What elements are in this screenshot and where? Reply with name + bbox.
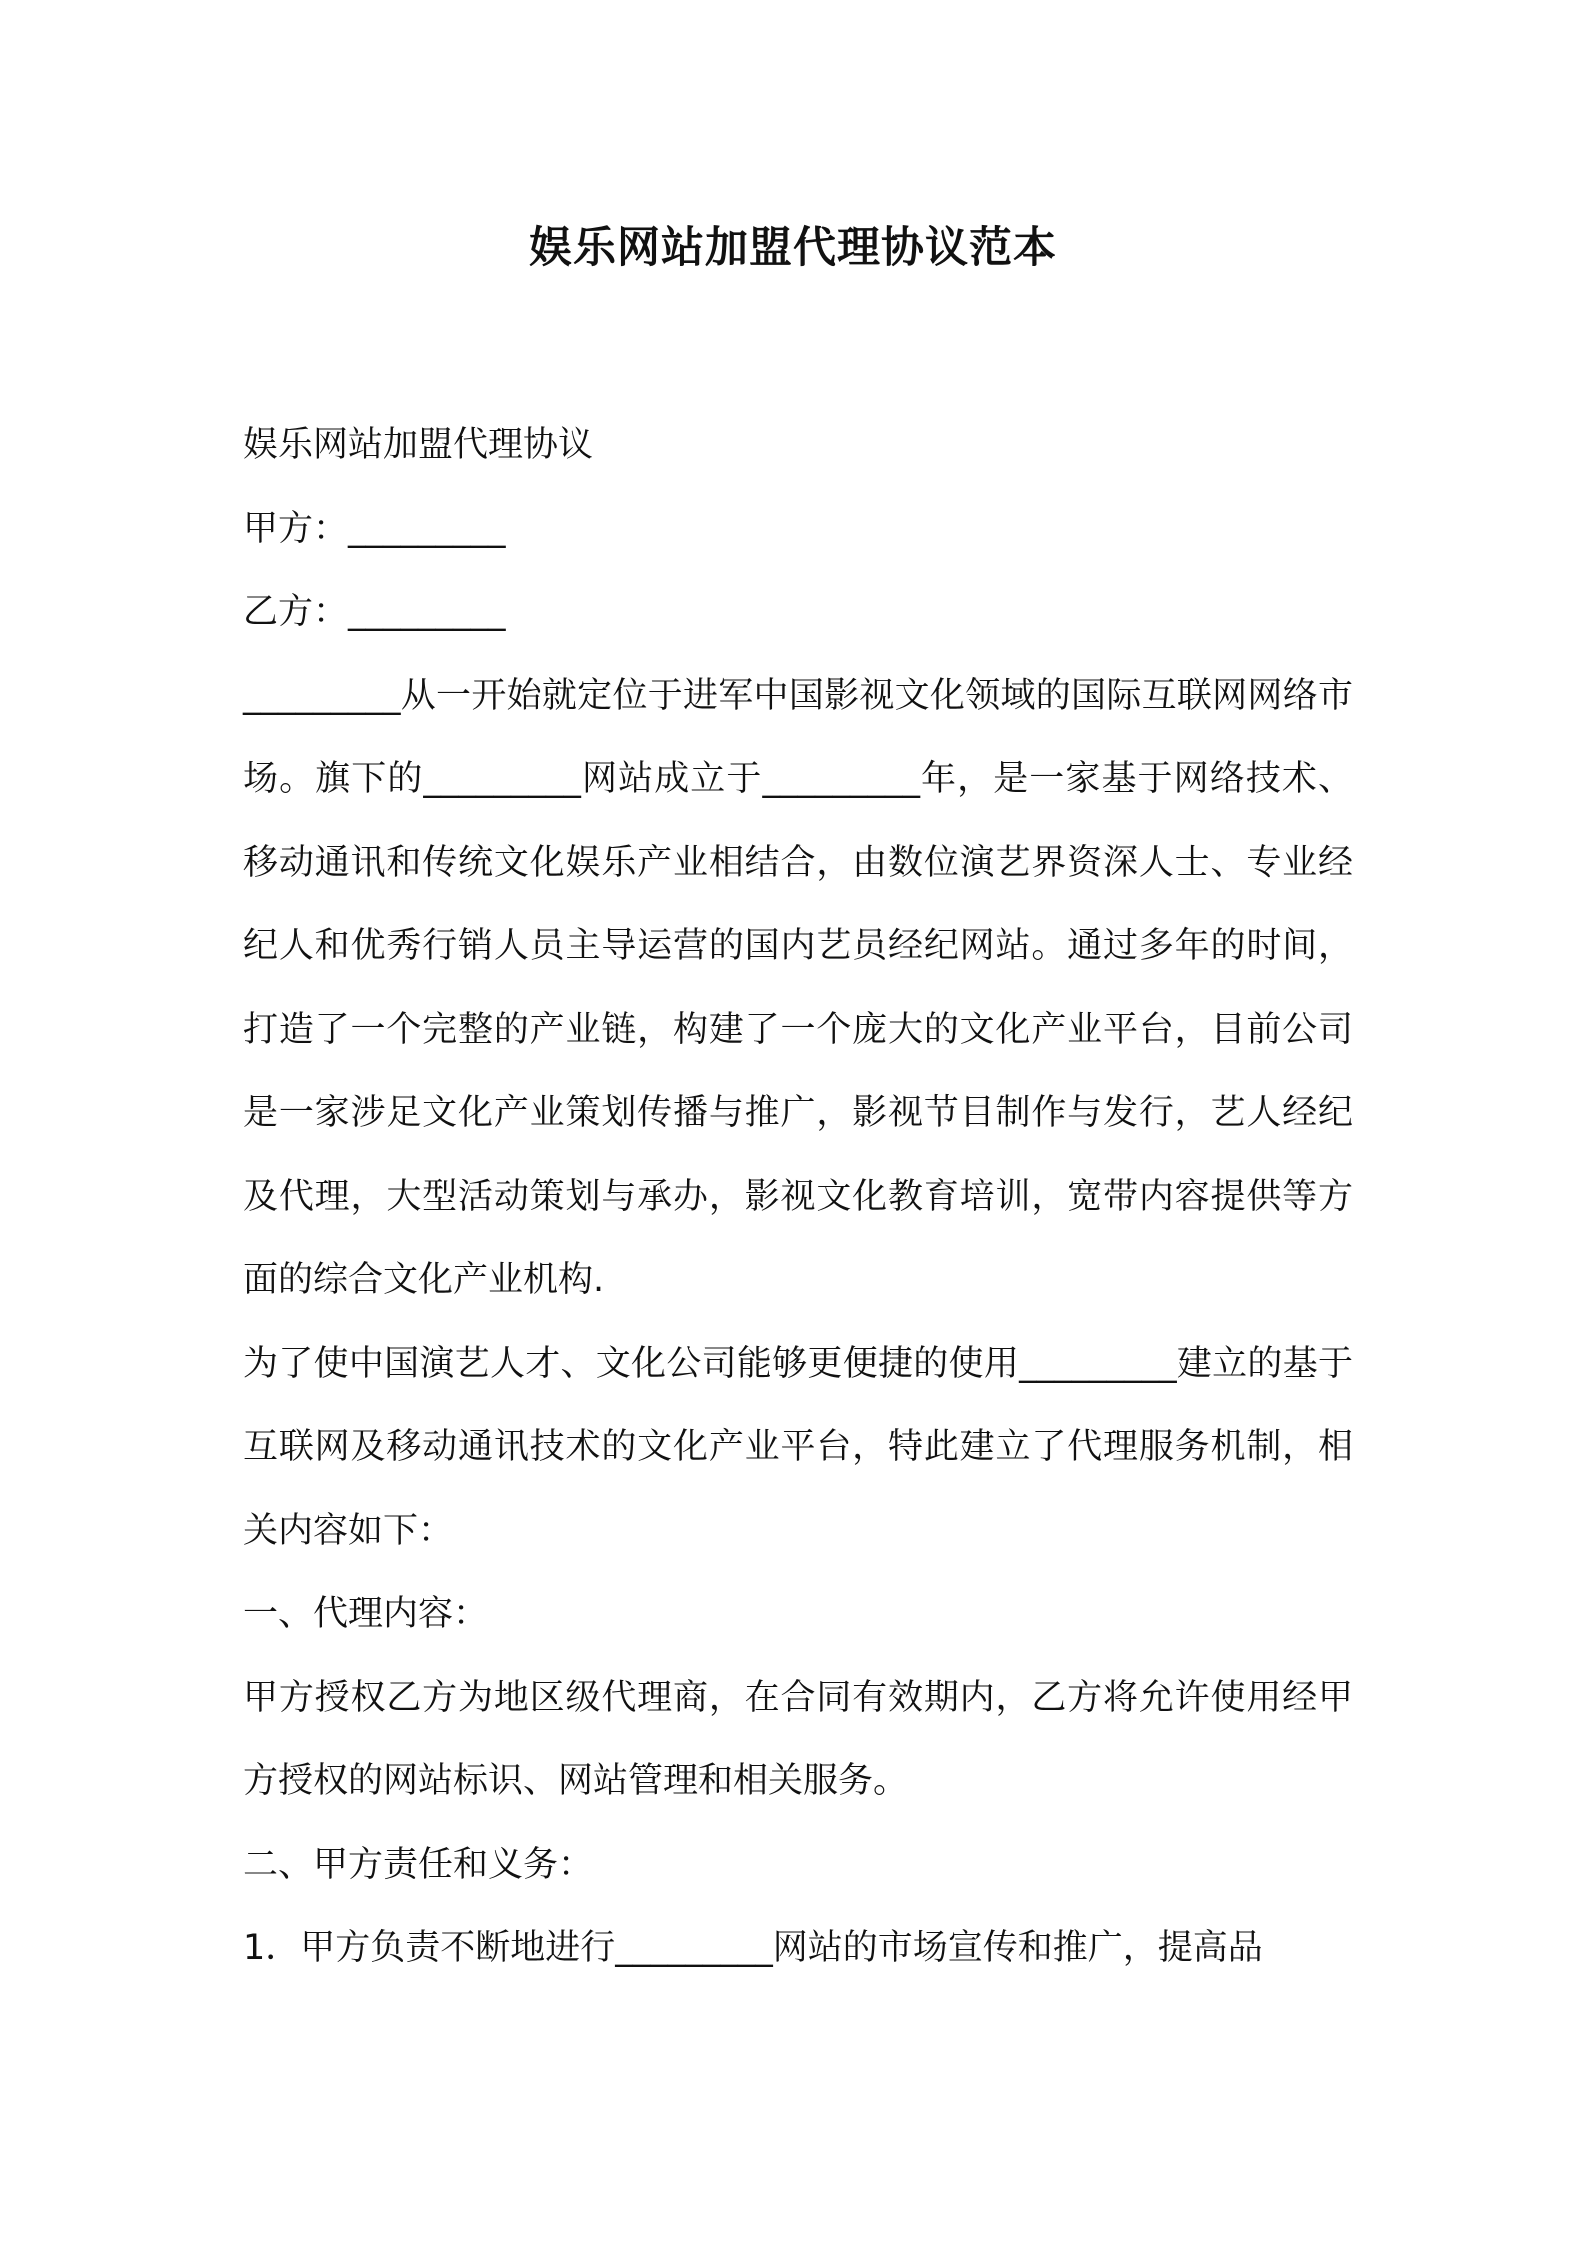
- intro-paragraph: _________从一开始就定位于进军中国影视文化领域的国际互联网网络市场。旗下的_________网站成立于_________年，是一家基于网络技术、移动通讯和传统文化娱乐产业相结合，由数位演艺界资深人士、专业经纪人和优秀行销人员主导运营的国内艺员经纪网站。通过多年的时间，打造了一个完整的产业链，构建了一个庞大的文化产业平台，目前公司是一家涉足文化产业策划传播与推广，影视节目制作与发行，艺人经纪及代理，大型活动策划与承办，影视文化教育培训，宽带内容提供等方面的综合文化产业机构.: [243, 675, 1353, 1300]
- section-1-text: 甲方授权乙方为地区级代理商，在合同有效期内，乙方将允许使用经甲方授权的网站标识、网站管理和相关服务。: [243, 1677, 1353, 1801]
- agreement-subtitle: 娱乐网站加盟代理协议: [243, 425, 594, 465]
- section-2-item-1: 1．甲方负责不断地进行_________网站的市场宣传和推广，提高品: [243, 1928, 1263, 1968]
- section-2-heading: 二、甲方责任和义务：: [243, 1844, 594, 1885]
- document-title: 娱乐网站加盟代理协议范本: [529, 223, 1057, 273]
- purpose-paragraph: 为了使中国演艺人才、文化公司能够更便捷的使用_________建立的基于互联网及移动通讯技术的文化产业平台，特此建立了代理服务机制，相关内容如下：: [243, 1343, 1353, 1551]
- party-a-line: 甲方：_________: [243, 508, 506, 549]
- document-body: [243, 404, 1353, 1991]
- section-1-heading: 一、代理内容：: [243, 1594, 489, 1634]
- party-b-line: 乙方：_________: [243, 592, 506, 632]
